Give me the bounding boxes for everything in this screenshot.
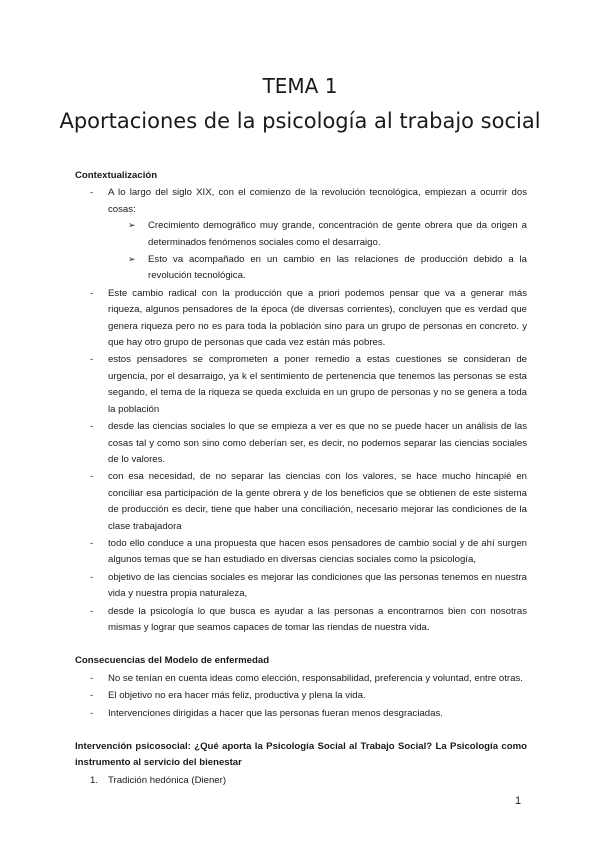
sub-list xyxy=(108,218,527,285)
dash-bullet: - xyxy=(90,537,94,549)
list-item-text: No se tenían en cuenta ideas como elección, responsabilidad, preferencia y voluntad, entre otras. xyxy=(108,672,523,684)
list-item-text: desde las ciencias sociales lo que se empieza a ver es que no se puede hacer un análisis de las cosas tal y como son sino como deberían ser, es decir, no podemos separar las ciencias sociales de lo valores. xyxy=(108,421,527,465)
list-item-text: todo ello conduce a una propuesta que hacen esos pensadores de cambio social y de ahí surgen algunos temas que se han estudiado en diversas ciencias sociales como la psicología, xyxy=(108,537,527,566)
list-item xyxy=(75,706,527,722)
intervencion-list xyxy=(75,773,527,789)
list-number: 1. xyxy=(90,774,99,786)
document-subtitle: Aportaciones de la psicología al trabajo social xyxy=(59,109,541,133)
dash-bullet: - xyxy=(90,287,94,299)
list-item-text: Intervenciones dirigidas a hacer que las personas fueran menos desgraciadas. xyxy=(108,707,443,719)
list-item xyxy=(75,536,527,569)
section-heading-consecuencias: Consecuencias del Modelo de enfermedad xyxy=(75,655,270,667)
contextualizacion-list xyxy=(75,185,527,636)
sub-list-item-text: Esto va acompañado en un cambio en las relaciones de producción debido a la revolución tecnológica. xyxy=(148,254,527,282)
section-spacer xyxy=(75,637,527,653)
list-item xyxy=(75,469,527,535)
list-item xyxy=(75,185,527,284)
page-number: 1 xyxy=(515,795,522,807)
list-item-text: con esa necesidad, de no separar las ciencias con los valores, se hace mucho hincapié en conciliar esa participación de la gente obrera y de los beneficios que se obtienen de este sistema de producción es decir, tiene que haber una conciliación, necesario mejorar las condiciones de la clase trabajadora xyxy=(108,471,527,532)
dash-bullet: - xyxy=(90,605,94,617)
dash-bullet: - xyxy=(90,690,94,702)
document-body xyxy=(75,168,527,789)
dash-bullet: - xyxy=(90,187,94,199)
list-item-text: objetivo de las ciencias sociales es mejorar las condiciones que las personas tenemos en nuestra vida y nuestra propia naturaleza, xyxy=(108,571,527,600)
arrow-bullet-icon: ➢ xyxy=(128,221,136,232)
dash-bullet: - xyxy=(90,421,94,433)
arrow-bullet-icon: ➢ xyxy=(128,255,136,266)
dash-bullet: - xyxy=(90,354,94,366)
document-title: TEMA 1 xyxy=(262,74,338,98)
consecuencias-list xyxy=(75,671,527,722)
section-heading-intervencion: Intervención psicosocial: ¿Qué aporta la Psicología Social al Trabajo Social? La Psicología como instrumento al servicio del bienestar xyxy=(75,741,527,769)
dash-bullet: - xyxy=(90,571,94,583)
sub-list-item-text: Crecimiento demográfico muy grande, concentración de gente obrera que da origen a determinados fenómenos sociales como el desarraigo. xyxy=(148,220,527,248)
list-item xyxy=(75,570,527,603)
list-item-text: Tradición hedónica (Diener) xyxy=(108,774,227,786)
list-item xyxy=(75,286,527,352)
sub-list-item xyxy=(108,252,527,285)
list-item xyxy=(75,688,527,704)
list-item-text: desde la psicología lo que busca es ayudar a las personas a encontrarnos bien con nosotras mismas y lograr que seamos capaces de tomar las riendas de nuestra vida. xyxy=(108,605,527,633)
list-item-text: El objetivo no era hacer más feliz, productiva y plena la vida. xyxy=(108,690,366,702)
list-item xyxy=(75,419,527,468)
section-heading-contextualizacion: Contextualización xyxy=(75,170,158,181)
dash-bullet: - xyxy=(90,672,94,684)
dash-bullet: - xyxy=(90,471,94,483)
list-item-text: estos pensadores se comprometen a poner remedio a estas cuestiones se consideran de urgencia, por el desarraigo, ya k el sentimiento de pertenencia que tenemos las personas se esta segando, el tema de la riqueza se queda excluida en un grupo de personas y no se genera a toda la población xyxy=(108,354,527,415)
list-item xyxy=(75,352,527,418)
list-item xyxy=(75,671,527,687)
list-item-text: Este cambio radical con la producción que a priori podemos pensar que va a generar más riqueza, algunos pensadores de la época (de diversas corrientes), concluyen que es verdad que genera riqueza pero no es para toda la población sino para un grupo de personas en concreto. y que hay otro grupo de personas que cada vez están más pobres. xyxy=(108,287,527,349)
dash-bullet: - xyxy=(90,707,94,719)
section-spacer xyxy=(75,723,527,739)
sub-list-item xyxy=(108,218,527,251)
numbered-list-item xyxy=(75,773,527,789)
list-item xyxy=(75,604,527,637)
list-item-text: A lo largo del siglo XIX, con el comienzo de la revolución tecnológica, empiezan a ocurrir dos cosas: xyxy=(108,187,527,215)
